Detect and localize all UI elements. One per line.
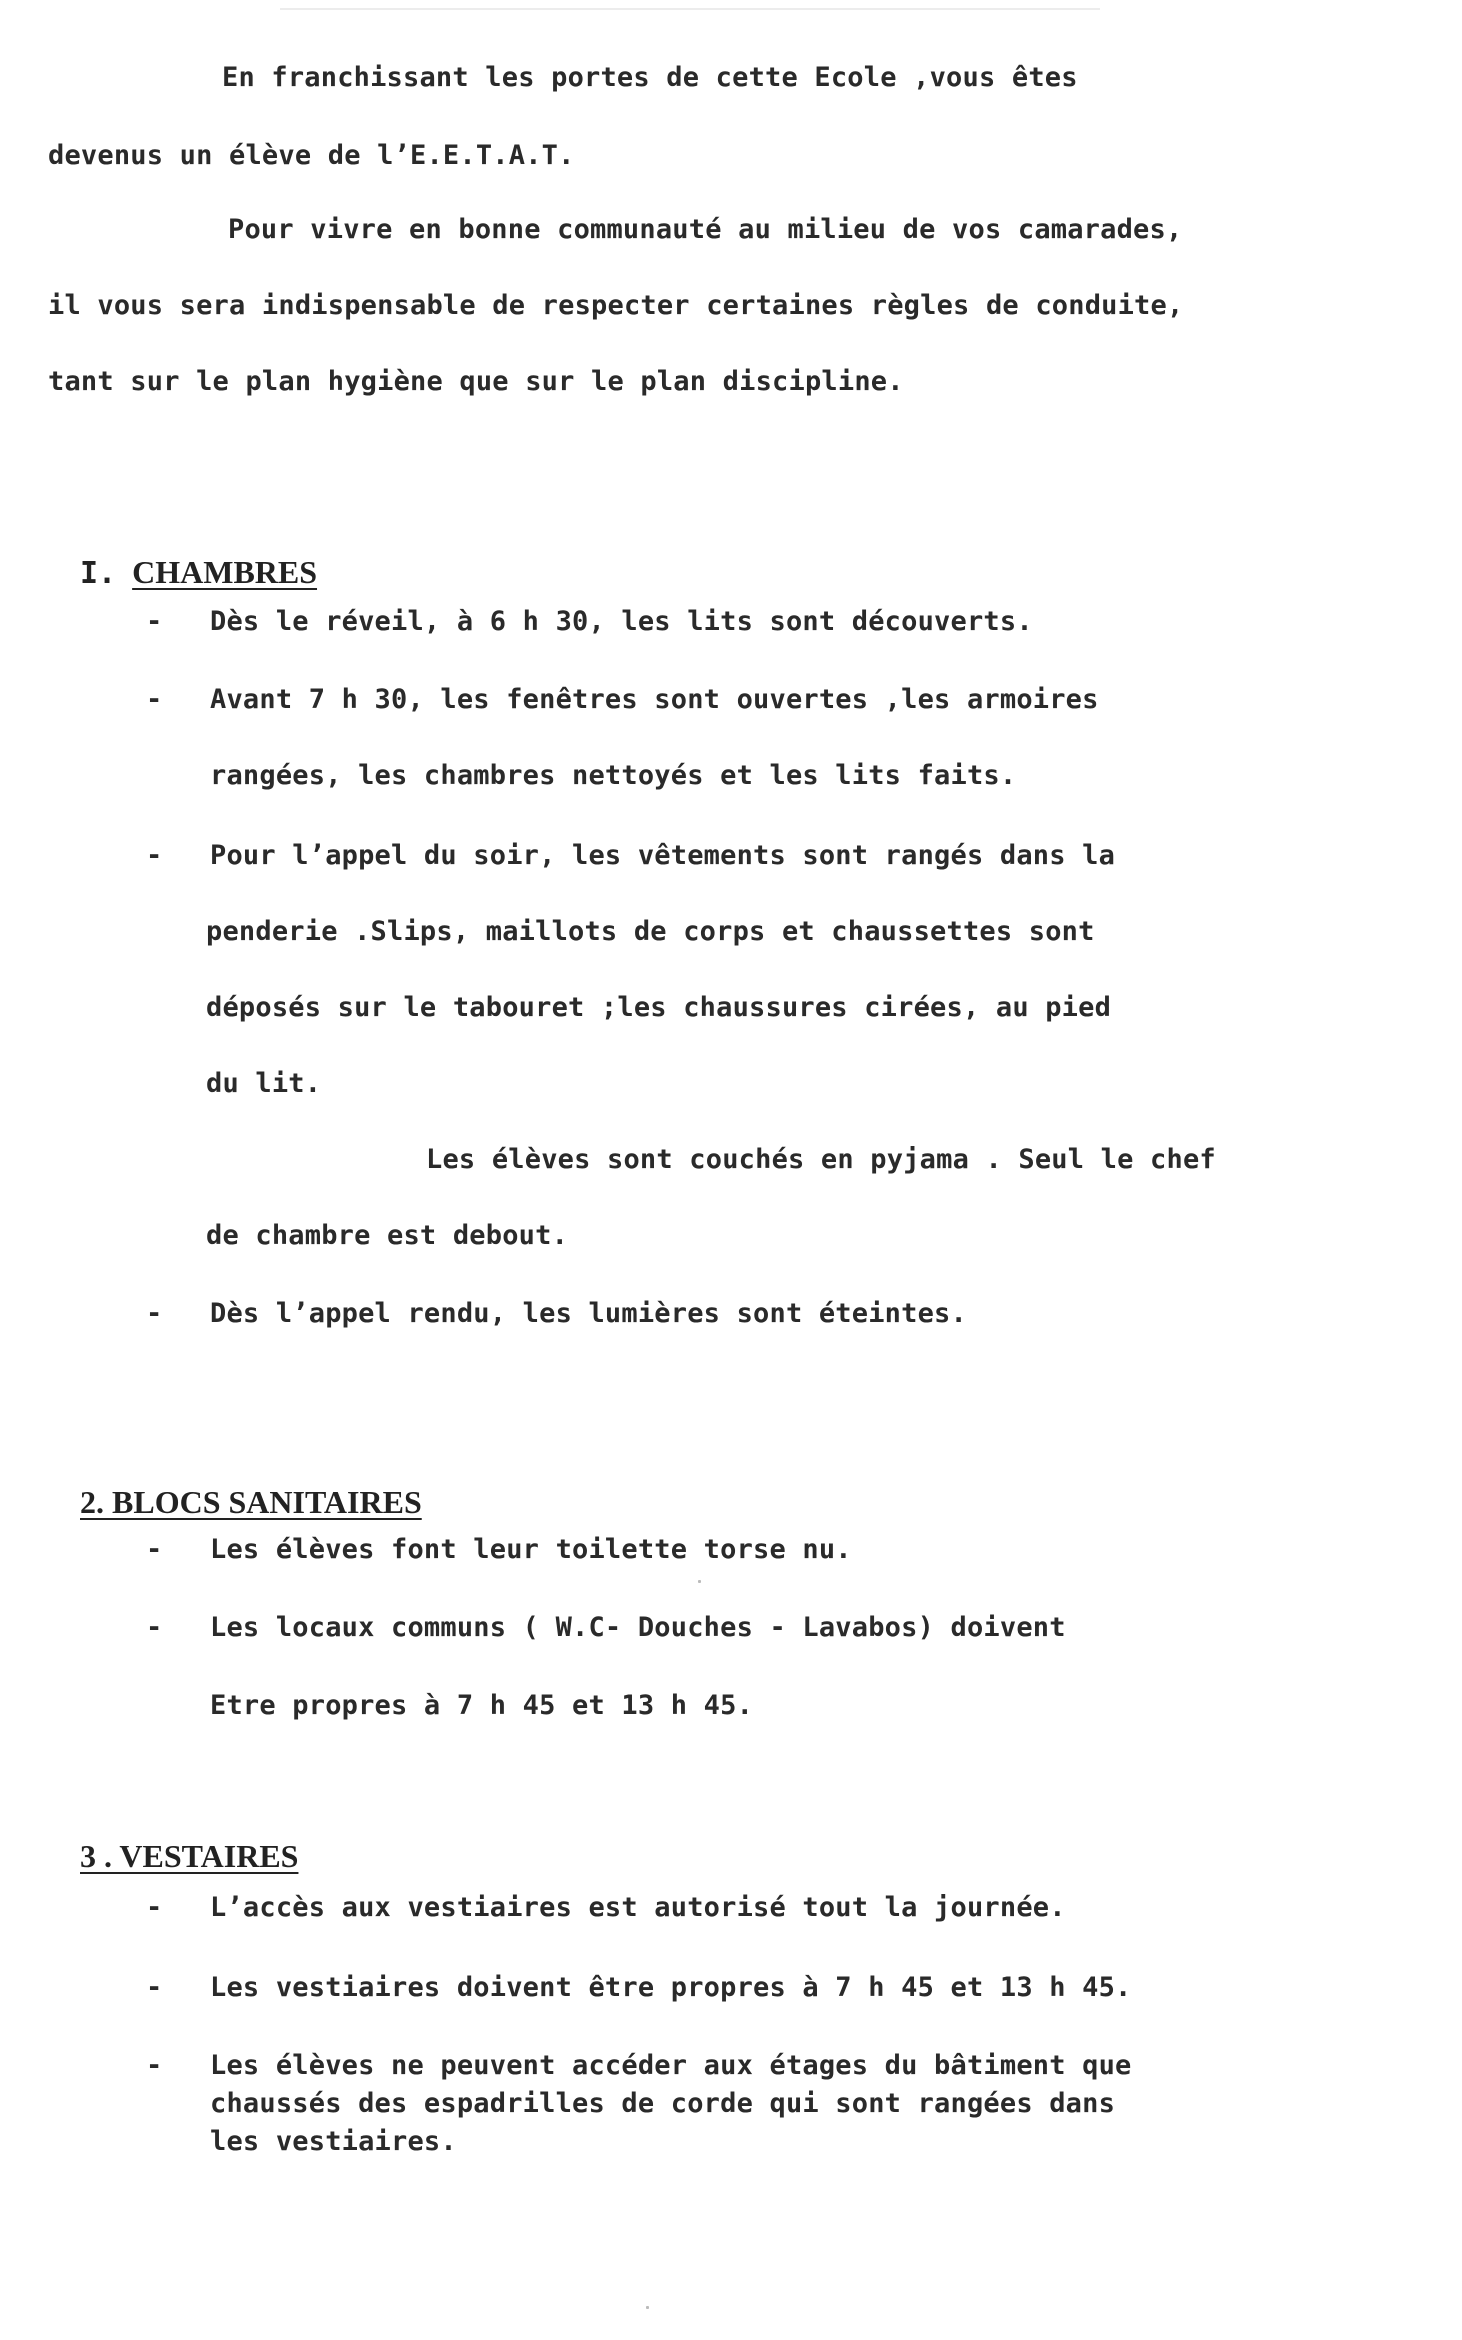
scan-speck (698, 1580, 701, 1583)
section-1-number: I. (80, 556, 117, 591)
bullet-dash: - (146, 606, 163, 637)
bullet-dash: - (146, 684, 163, 715)
scan-speck (646, 2306, 649, 2309)
bullet-dash: - (146, 1892, 163, 1923)
list-item-continuation: les vestiaires. (210, 2126, 457, 2157)
bullet-dash: - (146, 2050, 163, 2081)
list-item: Les élèves font leur toilette torse nu. (210, 1534, 852, 1565)
intro-line-2: devenus un élève de l’E.E.T.A.T. (48, 140, 575, 171)
list-item: Avant 7 h 30, les fenêtres sont ouvertes ,les armoires (210, 684, 1099, 715)
list-item: Dès le réveil, à 6 h 30, les lits sont découverts. (210, 606, 1033, 637)
bullet-dash: - (146, 1298, 163, 1329)
list-item-continuation: Etre propres à 7 h 45 et 13 h 45. (210, 1690, 754, 1721)
bullet-dash: - (146, 1612, 163, 1643)
intro-line-3: Pour vivre en bonne communauté au milieu de vos camarades, (228, 214, 1183, 245)
section-3-title: 3 . VESTAIRES (80, 1838, 299, 1874)
list-item: Les élèves ne peuvent accéder aux étages du bâtiment que (210, 2050, 1132, 2081)
list-item: Les locaux communs ( W.C- Douches - Lavabos) doivent (210, 1612, 1066, 1643)
list-item-continuation: rangées, les chambres nettoyés et les lits faits. (210, 760, 1017, 791)
intro-line-5: tant sur le plan hygiène que sur le plan discipline. (48, 366, 904, 397)
list-item: Pour l’appel du soir, les vêtements sont rangés dans la (210, 840, 1116, 871)
scan-edge-line (280, 8, 1100, 10)
list-item-continuation: du lit. (206, 1068, 322, 1099)
paragraph-line-2: de chambre est debout. (206, 1220, 569, 1251)
intro-line-4: il vous sera indispensable de respecter certaines règles de conduite, (48, 290, 1184, 321)
intro-line-1: En franchissant les portes de cette Ecole ,vous êtes (222, 62, 1078, 93)
list-item: Les vestiaires doivent être propres à 7 h 45 et 13 h 45. (210, 1972, 1132, 2003)
bullet-dash: - (146, 1534, 163, 1565)
list-item-continuation: chaussés des espadrilles de corde qui sont rangées dans (210, 2088, 1116, 2119)
bullet-dash: - (146, 1972, 163, 2003)
list-item: L’accès aux vestiaires est autorisé tout la journée. (210, 1892, 1066, 1923)
section-2-title: 2. BLOCS SANITAIRES (80, 1484, 422, 1520)
list-item-continuation: déposés sur le tabouret ;les chaussures cirées, au pied (206, 992, 1112, 1023)
list-item: Dès l’appel rendu, les lumières sont éteintes. (210, 1298, 967, 1329)
bullet-dash: - (146, 840, 163, 871)
section-1-title: CHAMBRES (132, 554, 318, 590)
list-item-continuation: penderie .Slips, maillots de corps et chaussettes sont (206, 916, 1095, 947)
paragraph-line-1: Les élèves sont couchés en pyjama . Seul le chef (426, 1144, 1216, 1175)
